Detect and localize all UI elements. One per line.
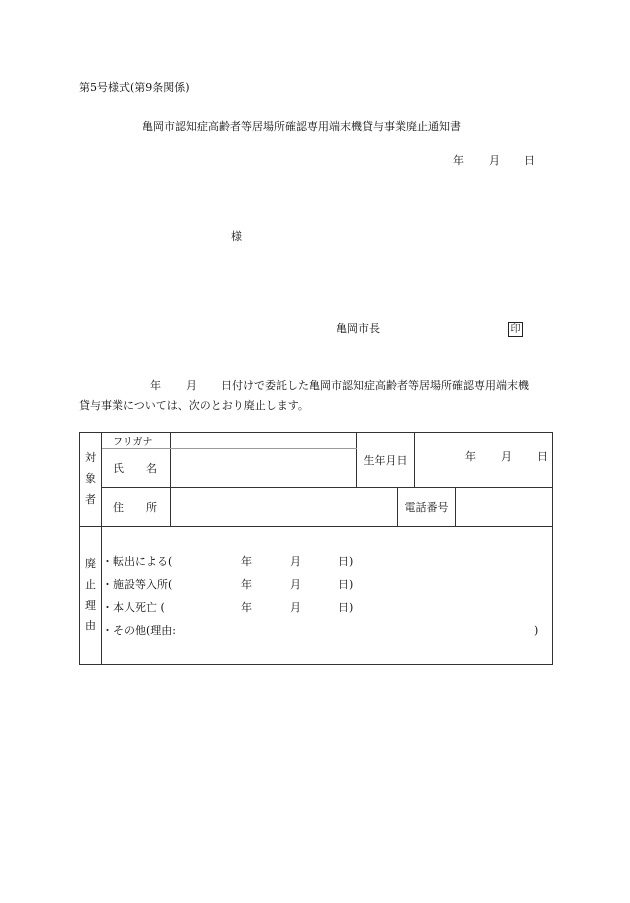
document-title: 亀岡市認知症高齢者等居場所確認専用端末機貸与事業廃止通知書 [142, 120, 461, 133]
date-day: 日 [524, 154, 535, 167]
seal-mark: 印 [508, 322, 523, 337]
date-month: 月 [489, 154, 500, 167]
address-field[interactable] [171, 488, 398, 527]
dob-label: 生年月日 [357, 433, 415, 488]
reason-item[interactable]: ・本人死亡 ( 年 月 日) [102, 600, 354, 614]
furigana-field[interactable] [171, 433, 357, 449]
reason-list [102, 527, 553, 665]
dob-day: 日 [537, 450, 548, 463]
body-year: 年 [150, 379, 161, 392]
address-label: 住 所 [102, 488, 171, 527]
reason-item[interactable]: ・施設等入所( 年 月 日) [102, 577, 354, 591]
dob-year: 年 [465, 450, 476, 463]
name-field[interactable] [171, 449, 357, 488]
reason-item[interactable]: ・転出による( 年 月 日) [102, 554, 354, 568]
body-line2: 貸与事業については、次のとおり廃止します。 [79, 399, 309, 412]
name-label: 氏 名 [102, 449, 171, 488]
form-number: 第5号様式(第9条関係) [79, 81, 190, 94]
phone-label: 電話番号 [398, 488, 456, 527]
addressee-suffix: 様 [231, 230, 242, 243]
notification-table [79, 432, 553, 665]
dob-month: 月 [501, 450, 512, 463]
reason-label: 廃 止 理 由 [80, 527, 102, 665]
reason-item-other[interactable]: ・その他(理由: ) [102, 623, 539, 637]
date-year: 年 [453, 154, 464, 167]
body-month: 月 [186, 379, 197, 392]
phone-field[interactable] [456, 488, 553, 527]
body-line1: 日付けで委託した亀岡市認知症高齢者等居場所確認専用端末機 [221, 379, 529, 392]
furigana-label: フリガナ [102, 433, 171, 449]
dob-field[interactable] [415, 433, 553, 488]
issuer: 亀岡市長 [336, 322, 380, 335]
subject-label: 対 象 者 [80, 433, 102, 527]
